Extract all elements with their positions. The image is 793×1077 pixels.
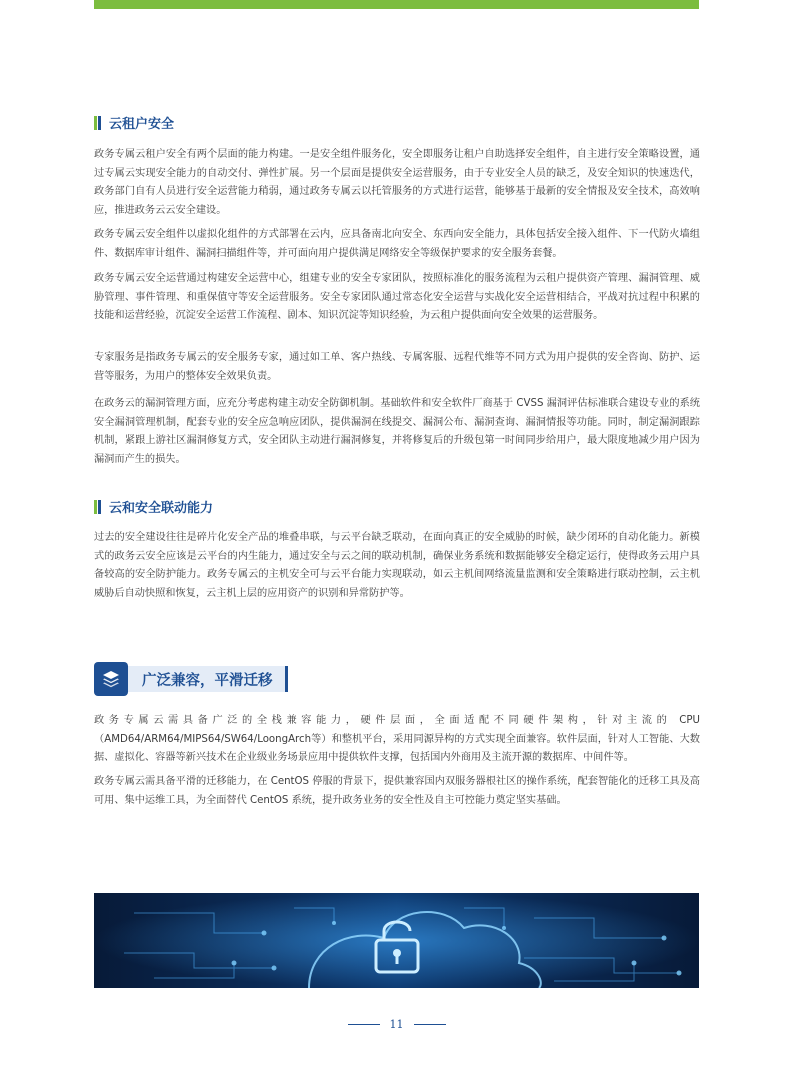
banner-title: 广泛兼容，平滑迁移 bbox=[124, 666, 288, 692]
paragraph: 在政务云的漏洞管理方面，应充分考虑构建主动安全防御机制。基础软件和安全软件厂商基于 CVSS 漏洞评估标准联合建设专业的系统安全漏洞管理机制，配套专业的安全应急响应团队，提供漏洞在线提交、漏洞公布、漏洞查询、漏洞情报等功能。同时，制定漏洞跟踪机制，紧跟上游社区漏洞修复方式，安全团队主动进行漏洞修复，并将修复后的升级包第一时间同步给用户，最大限度地减少用户因为漏洞而产生的损失。 bbox=[94, 398, 700, 465]
heading-marker bbox=[94, 116, 101, 130]
section-banner-compatibility bbox=[94, 662, 288, 696]
top-accent-bar bbox=[94, 0, 699, 9]
paragraph: 政务专属云租户安全有两个层面的能力构建。一是安全组件服务化，安全即服务让租户自助选择安全组件，自主进行安全策略设置，通过专属云实现安全能力的自动交付、弹性扩展。另一个层面是提供安全运营服务，由于专业安全人员的缺乏，及安全知识的快速迭代，政务部门自有人员进行安全运营能力稍弱，通过政务专属云以托管服务的方式进行运营，能够基于最新的安全情报及安全技术，高效响应，推进政务云云安全建设。 bbox=[94, 149, 700, 216]
section-heading-cloud-tenant-security bbox=[94, 113, 174, 132]
paragraph: 过去的安全建设往往是碎片化安全产品的堆叠串联，与云平台缺乏联动，在面向真正的安全威胁的时候，缺少闭环的自动化能力。新模式的政务云安全应该是云平台的内生能力，通过安全与云之间的联动机制，确保业务系统和数据能够安全稳定运行，使得政务云用户具备较高的安全防护能力。政务专属云的主机安全可与云平台能力实现联动，如云主机间网络流量监测和安全策略进行联动控制，云主机威胁后自动快照和恢复，云主机上层的应用资产的识别和异常防护等。 bbox=[94, 532, 700, 599]
paragraph: 政务专属云安全组件以虚拟化组件的方式部署在云内，应具备南北向安全、东西向安全能力，具体包括安全接入组件、下一代防火墙组件、数据库审计组件、漏洞扫描组件等，并可面向用户提供满足网络安全等级保护要求的安全服务套餐。 bbox=[94, 229, 700, 259]
cloud-security-illustration bbox=[94, 893, 699, 988]
heading-marker bbox=[94, 500, 101, 514]
paragraph: 政务专属云安全运营通过构建安全运营中心，组建专业的安全专家团队，按照标准化的服务流程为云租户提供资产管理、漏洞管理、威胁管理、事件管理、和重保值守等安全运营服务。安全专家团队通过常态化安全运营与实战化安全运营相结合，平战对抗过程中积累的技能和运营经验，沉淀安全运营工作流程、剧本、知识沉淀等知识经验，为云租户提供面向安全效果的运营服务。 bbox=[94, 273, 700, 321]
page-footer bbox=[0, 1018, 793, 1031]
footer-rule-left bbox=[348, 1024, 380, 1025]
stack-layers-icon bbox=[94, 662, 128, 696]
paragraph: 专家服务是指政务专属云的安全服务专家，通过如工单、客户热线、专属客服、远程代维等不同方式为用户提供的安全咨询、防护、运营等服务，为用户的整体安全效果负责。 bbox=[94, 352, 700, 382]
paragraph: 政务专属云需具备平滑的迁移能力，在 CentOS 停服的背景下，提供兼容国内双服务器根社区的操作系统，配套智能化的迁移工具及高可用、集中运维工具，为全面替代 CentOS 系统，提升政务业务的安全性及自主可控能力奠定坚实基础。 bbox=[94, 776, 700, 806]
section-heading-cloud-security-linkage bbox=[94, 497, 213, 516]
footer-rule-right bbox=[414, 1024, 446, 1025]
section-title: 云和安全联动能力 bbox=[109, 501, 214, 516]
paragraph: 政务专属云需具备广泛的全栈兼容能力，硬件层面，全面适配不同硬件架构，针对主流的 CPU（AMD64/ARM64/MIPS64/SW64/LoongArch等）和整机平台，采用同源异构的方式实现全面兼容。软件层面，针对人工智能、大数据、虚拟化、容器等新兴技术在企业级业务场景应用中提供软件支撑，包括国内外商用及主流开源的数据库、中间件等。 bbox=[94, 715, 700, 763]
circuit-cloud-graphic bbox=[94, 893, 699, 988]
section-title: 云租户安全 bbox=[109, 117, 175, 132]
page-number: 11 bbox=[389, 1018, 404, 1031]
